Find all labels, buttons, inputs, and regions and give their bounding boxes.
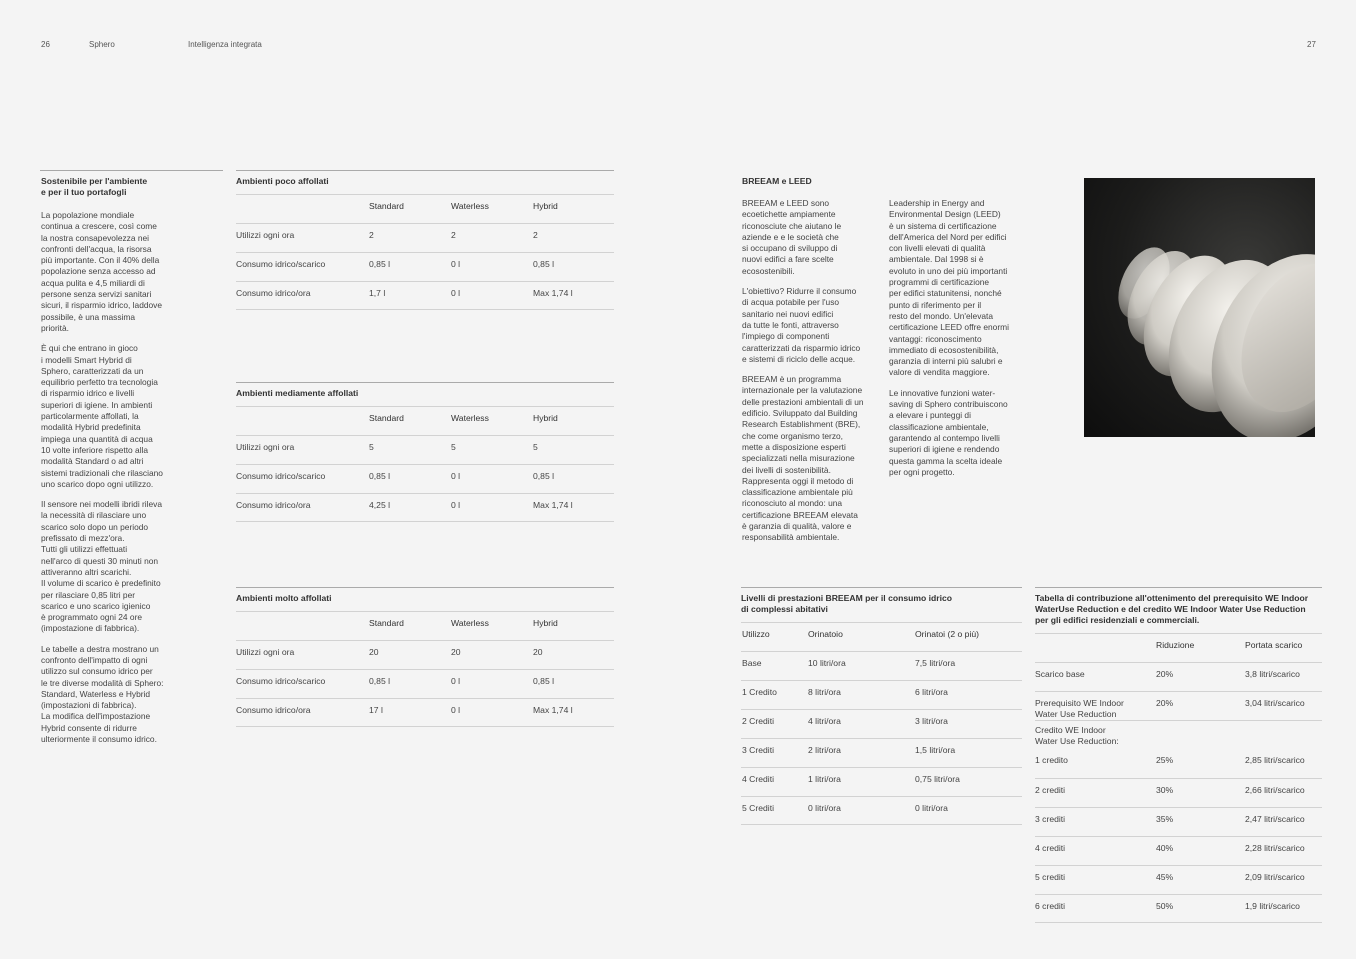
table-cell: 1 credito xyxy=(1035,755,1068,765)
table-header-row xyxy=(236,406,614,435)
table-row xyxy=(1035,778,1322,807)
table-cell: 2 xyxy=(369,230,374,240)
table-cell: 2 litri/ora xyxy=(808,745,841,755)
table-cell: 30% xyxy=(1156,785,1174,795)
table-cell: 3,8 litri/scarico xyxy=(1245,669,1300,679)
table-row xyxy=(236,464,614,493)
table-cell: 6 litri/ora xyxy=(915,687,948,697)
table-header-row xyxy=(236,194,614,223)
table-header-cell: Waterless xyxy=(451,618,489,628)
table-cell: 2,85 litri/scarico xyxy=(1245,755,1305,765)
table-cell: 3 litri/ora xyxy=(915,716,948,726)
table-header-cell: Hybrid xyxy=(533,413,558,423)
table-row xyxy=(236,493,614,522)
table-header-cell: Waterless xyxy=(451,413,489,423)
table-cell: 0 l xyxy=(451,471,461,481)
table-cell: 5 Crediti xyxy=(742,803,774,813)
table-cell: Consumo idrico/ora xyxy=(236,288,311,298)
breeam-column-1 xyxy=(742,198,882,553)
table-cell: 40% xyxy=(1156,843,1174,853)
table-header-cell: Hybrid xyxy=(533,201,558,211)
table-cell: 0,85 l xyxy=(369,471,391,481)
table-cell: 4 litri/ora xyxy=(808,716,841,726)
table-row xyxy=(1035,749,1322,778)
table-cell: 0 litri/ora xyxy=(808,803,841,813)
table-cell: 2 xyxy=(451,230,456,240)
paragraph: La popolazione mondiale continua a crescere, così come la nostra consapevolezza nei confronti dell'acqua, la risorsa più importante. Con il 40% della popolazione senza accesso ad acqua pulita e 4,5 miliardi di persone senza servizi sanitari sicuri, il risparmio idrico, laddove possibile, è una massima priorità. xyxy=(41,210,163,333)
table-title: Ambienti poco affollati xyxy=(236,170,614,194)
table-cell: 2,09 litri/scarico xyxy=(1245,872,1305,882)
table-cell: 20 xyxy=(533,647,543,657)
table-cell: Consumo idrico/scarico xyxy=(236,676,326,686)
table-header-cell: Orinatoi (2 o più) xyxy=(915,629,980,639)
table-cell: Utilizzi ogni ora xyxy=(236,442,295,452)
table-header-cell: Riduzione xyxy=(1156,640,1195,650)
table-cell: 1 Credito xyxy=(742,687,777,697)
table-row xyxy=(236,698,614,727)
table-title: Tabella di contribuzione all'ottenimento del prerequisito WE Indoor WaterUse Reduction e del credito WE Indoor Water Use Reduction per gli edifici residenziali e commerciali. xyxy=(1035,587,1322,633)
table-medium-traffic xyxy=(236,382,614,522)
table-header-cell: Waterless xyxy=(451,201,489,211)
page-number-right: 27 xyxy=(1307,40,1316,49)
table-cell: 25% xyxy=(1156,755,1174,765)
paragraph: BREEAM è un programma internazionale per la valutazione delle prestazioni ambientali di un edificio. Sviluppato dal Building Research Establishment (BRE), che come organismo terzo, mette a disposizione esperti specializzati nella misurazione dei livelli di sostenibilità. Rappresenta oggi il metodo di classificazione ambientale più riconosciuto al mondo: una certificazione BREEAM elevata è garanzia di qualità, valore e responsabilità ambientale. xyxy=(742,374,864,543)
table-title: Ambienti mediamente affollati xyxy=(236,382,614,406)
table-cell: Consumo idrico/scarico xyxy=(236,259,326,269)
table-cell: 4 crediti xyxy=(1035,843,1066,853)
table-row xyxy=(741,738,1022,767)
table-cell: 20 xyxy=(369,647,379,657)
table-row xyxy=(236,435,614,464)
page-number-left: 26 xyxy=(41,40,50,49)
table-row xyxy=(1035,807,1322,836)
table-row xyxy=(1035,836,1322,865)
table-breeam-levels xyxy=(741,587,1022,825)
table-cell: 0,85 l xyxy=(533,259,555,269)
table-cell: 0 l xyxy=(451,705,461,715)
table-cell: Max 1,74 l xyxy=(533,705,573,715)
paragraph: Le innovative funzioni water- saving di Sphero contribuiscono a elevare i punteggi di classificazione ambientale, garantendo al contempo livelli superiori di igiene e rendendo questa gamma la scelta ideale per ogni progetto. xyxy=(889,387,1008,477)
table-cell: Prerequisito WE Indoor Water Use Reduction xyxy=(1035,698,1124,719)
table-cell: 4,25 l xyxy=(369,500,391,510)
table-row xyxy=(236,281,614,310)
table-cell: 0,85 l xyxy=(533,676,555,686)
breeam-column-2 xyxy=(889,198,1029,487)
table-cell: 3 Crediti xyxy=(742,745,774,755)
table-cell: 45% xyxy=(1156,872,1174,882)
table-cell: 2 xyxy=(533,230,538,240)
divider xyxy=(40,170,223,171)
table-cell: 2 crediti xyxy=(1035,785,1066,795)
table-cell: 2,28 litri/scarico xyxy=(1245,843,1305,853)
paragraph: Leadership in Energy and Environmental Design (LEED) è un sistema di certificazione dell'America del Nord per edifici con livelli elevati di qualità ambientale. Dal 1998 si è evoluto in uno dei più importanti programmi di certificazione per edifici statunitensi, nonché punto di riferimento per il resto del mondo. Un'elevata certificazione LEED offre enormi vantaggi: riconoscimento immediato di ecosostenibilità, garanzia di interni più salubri e valore di vendita maggiore. xyxy=(889,198,1009,378)
table-cell: 20 xyxy=(451,647,461,657)
table-cell: 0 l xyxy=(451,676,461,686)
table-cell: Credito WE Indoor Water Use Reduction: xyxy=(1035,725,1119,746)
table-header-cell: Portata scarico xyxy=(1245,640,1303,650)
table-cell: Utilizzi ogni ora xyxy=(236,647,295,657)
table-cell: Utilizzi ogni ora xyxy=(236,230,295,240)
table-row xyxy=(741,796,1022,825)
table-row xyxy=(1035,662,1322,691)
table-cell: 0 l xyxy=(451,288,461,298)
table-cell: 20% xyxy=(1156,669,1174,679)
table-cell: 50% xyxy=(1156,901,1174,911)
table-cell: 2,66 litri/scarico xyxy=(1245,785,1305,795)
table-cell: 3 crediti xyxy=(1035,814,1066,824)
paragraph: È qui che entrano in gioco i modelli Smart Hybrid di Sphero, caratterizzati da un equilibrio perfetto tra tecnologia di risparmio idrico e livelli superiori di igiene. In ambienti particolarmente affollati, la modalità Hybrid predefinita impiega una quantità di acqua 10 volte inferiore rispetto alla modalità Standard o ad altri sistemi tradizionali che rilasciano uno scarico dopo ogni utilizzo. xyxy=(41,343,163,489)
table-cell: 0 l xyxy=(451,500,461,510)
table-header-cell: Hybrid xyxy=(533,618,558,628)
paragraph: L'obiettivo? Ridurre il consumo di acqua potabile per l'uso sanitario nei nuovi edifici da tutte le fonti, attraverso l'impiego di componenti caratterizzati da risparmio idrico e sistemi di riciclo delle acque. xyxy=(742,286,861,364)
table-header-cell: Utilizzo xyxy=(742,629,770,639)
table-cell: 7,5 litri/ora xyxy=(915,658,956,668)
left-column-title: Sostenibile per l'ambiente e per il tuo portafogli xyxy=(41,176,148,197)
table-cell: 5 crediti xyxy=(1035,872,1066,882)
table-cell: 1 litri/ora xyxy=(808,774,841,784)
paragraph: BREEAM e LEED sono ecoetichette ampiamente riconosciute che aiutano le aziende e e le società che si occupano di sviluppo di nuovi edifici a fare scelte ecosostenibili. xyxy=(742,198,842,276)
brand-name: Sphero xyxy=(89,40,115,49)
table-row xyxy=(741,709,1022,738)
table-row xyxy=(1035,691,1322,720)
table-row xyxy=(236,223,614,252)
table-cell: 0,85 l xyxy=(369,259,391,269)
table-cell: Base xyxy=(742,658,762,668)
table-cell: 5 xyxy=(533,442,538,452)
table-cell: 2,47 litri/scarico xyxy=(1245,814,1305,824)
table-row xyxy=(236,669,614,698)
table-cell: 4 Crediti xyxy=(742,774,774,784)
table-cell: 3,04 litri/scarico xyxy=(1245,698,1305,708)
table-cell: 17 l xyxy=(369,705,383,715)
table-row xyxy=(741,680,1022,709)
table-header-row xyxy=(741,622,1022,651)
table-header-cell: Standard xyxy=(369,201,404,211)
table-cell: 0,85 l xyxy=(369,676,391,686)
table-cell: 8 litri/ora xyxy=(808,687,841,697)
table-cell: 1,7 l xyxy=(369,288,386,298)
table-cell: 1,5 litri/ora xyxy=(915,745,956,755)
table-low-traffic xyxy=(236,170,614,310)
table-cell: 5 xyxy=(451,442,456,452)
table-header-row xyxy=(236,611,614,640)
table-cell: 5 xyxy=(369,442,374,452)
table-header-cell: Orinatoio xyxy=(808,629,843,639)
table-row xyxy=(741,767,1022,796)
table-cell: 10 litri/ora xyxy=(808,658,846,668)
table-header-cell: Standard xyxy=(369,413,404,423)
table-cell: 0,85 l xyxy=(533,471,555,481)
table-high-traffic xyxy=(236,587,614,727)
table-title: Ambienti molto affollati xyxy=(236,587,614,611)
table-cell: Max 1,74 l xyxy=(533,288,573,298)
table-cell: 6 crediti xyxy=(1035,901,1066,911)
left-column-text xyxy=(41,210,221,754)
table-cell: Scarico base xyxy=(1035,669,1085,679)
table-title: Livelli di prestazioni BREEAM per il consumo idrico di complessi abitativi xyxy=(741,587,1022,622)
urinals-photo xyxy=(1084,178,1315,437)
table-cell: 35% xyxy=(1156,814,1174,824)
table-cell: Consumo idrico/scarico xyxy=(236,471,326,481)
paragraph: Le tabelle a destra mostrano un confronto dell'impatto di ogni utilizzo sul consumo idrico per le tre diverse modalità di Sphero: Standard, Waterless e Hybrid (impostazioni di fabbrica). La modifica dell'impostazione Hybrid consente di ridurre ulteriormente il consumo idrico. xyxy=(41,643,164,745)
table-header-row xyxy=(1035,633,1322,662)
breeam-title: BREEAM e LEED xyxy=(742,176,812,186)
table-row xyxy=(1035,894,1322,923)
table-cell: 2 Crediti xyxy=(742,716,774,726)
table-row xyxy=(741,651,1022,680)
table-row xyxy=(236,640,614,669)
table-cell: Consumo idrico/ora xyxy=(236,705,311,715)
paragraph: Il sensore nei modelli ibridi rileva la necessità di rilasciare uno scarico solo dopo un periodo prefissato di mezz'ora. Tutti gli utilizzi effettuati nell'arco di questi 30 minuti non attiveranno altri scarichi. Il volume di scarico è predefinito per rilasciare 0,85 litri per scarico e uno scarico igienico è programmato ogni 24 ore (impostazione di fabbrica). xyxy=(41,499,163,634)
section-name: Intelligenza integrata xyxy=(188,40,262,49)
table-cell: 0,75 litri/ora xyxy=(915,774,960,784)
table-cell: 0 l xyxy=(451,259,461,269)
table-row xyxy=(236,252,614,281)
table-header-cell: Standard xyxy=(369,618,404,628)
table-cell: Max 1,74 l xyxy=(533,500,573,510)
table-row xyxy=(1035,865,1322,894)
table-cell: Consumo idrico/ora xyxy=(236,500,311,510)
table-cell: 1,9 litri/scarico xyxy=(1245,901,1300,911)
table-row xyxy=(1035,720,1322,749)
table-cell: 0 litri/ora xyxy=(915,803,948,813)
table-we-indoor xyxy=(1035,587,1322,923)
table-cell: 20% xyxy=(1156,698,1174,708)
